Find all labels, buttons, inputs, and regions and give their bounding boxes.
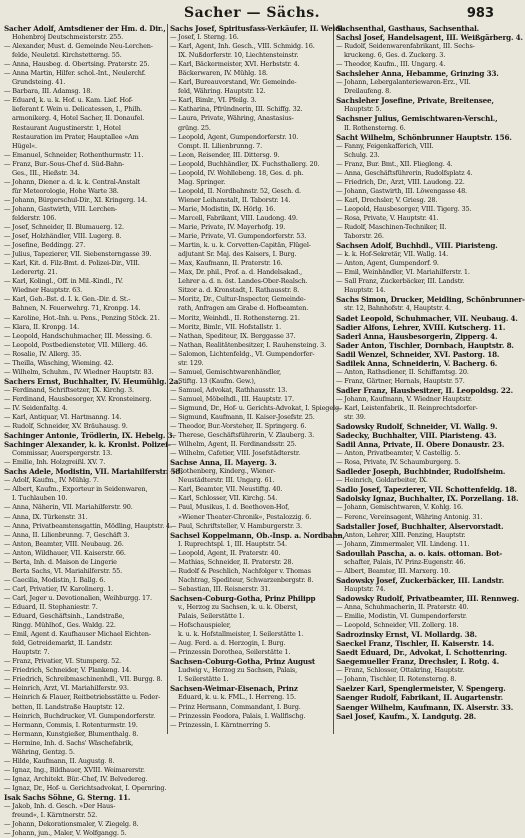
directory-entry: — Franz, Gärtner, Hernals, Hauptstr. 57. <box>336 376 465 385</box>
directory-entry: II. Rothensterng. 6. <box>344 123 406 132</box>
directory-entry: Sadecky, Buchhalter, VIII. Piaristeng. 43. <box>336 431 497 441</box>
directory-entry: — Heinrich, Arzt, VI. Mariahilferstr. 93. <box>4 684 129 693</box>
directory-entry: — Aug. Ferd. a. d. Herzogin, I. Burg. <box>170 639 286 648</box>
directory-entry: »Wiener Theater-Chronik«, Pestalozzig. 6. <box>178 512 312 521</box>
directory-entry: — Therese, Geschäftsführerin, V. Zlauberg. 3. <box>170 431 315 440</box>
directory-entry: — Eduard, II. Stephaniestr. 7. <box>4 603 98 611</box>
directory-entry: Mag. Springer. <box>178 177 226 186</box>
directory-entry: felde, Neuletzl. Kirchstetterng. 55. <box>12 51 122 60</box>
directory-entry: — Mathias, Schneider, II. Praterstr. 28. <box>170 557 294 566</box>
directory-entry: — Martin, k. u. k. Corvetten-Capitän, Flügel- <box>170 241 311 250</box>
directory-entry: — Paul, Schriftsteller, V. Hamburgerstr. 3. <box>170 521 302 530</box>
directory-entry: — Leopold, Handschuhmacher, III. Messing. 6. <box>4 331 152 340</box>
directory-entry: Ges., III., Hießstr. 34. <box>12 168 80 177</box>
directory-entry: Sadowsky Josef, Zuckerbäcker, III. Landstr. <box>336 575 504 585</box>
directory-entry: I. Seilerstätte 1. <box>178 675 229 684</box>
directory-entry: Sachinger Alexander, k. k. Kronlst. Polizei- <box>4 440 171 450</box>
directory-entry: Berta Sachs, VI. Mariahilferstr. 55. <box>12 566 123 575</box>
directory-entry: Wiener Leihanstalt, II. Taborstr. 14. <box>178 195 291 204</box>
directory-entry: — Anna, IX. Türkenstr. 31. <box>4 512 88 521</box>
directory-entry: feld, Währing. Hauptstr. 12. <box>178 87 266 96</box>
directory-entry: — Johann, Gemischtwaren, V. Kohlg. 16. <box>336 503 463 512</box>
directory-entry: — k. k. Hof-Sekretär, VII. Wallg. 14. <box>336 250 449 259</box>
directory-entry: — Hofschauspieler, <box>170 621 231 630</box>
directory-entry: Hügel«. <box>12 141 37 150</box>
directory-entry: lieferant f. Wein u. Delicatessen, I., Philh. <box>12 105 143 114</box>
directory-entry: Sadilek Anna, Schneiderin, V. Bacherg. 6. <box>336 358 498 368</box>
directory-entry: Sachsen-Coburg-Gotha, Prinz Philipp <box>170 593 316 603</box>
directory-entry: Commissar, Auerspergerstr. 13. <box>12 449 113 458</box>
directory-entry: — Rudolf, Schneider, XV. Bräuhausg. 9. <box>4 422 128 431</box>
directory-entry: schafter, Palais, IV. Prinz-Eugenstr. 46. <box>344 557 466 566</box>
directory-entry: — Emil, Weinhändler, VI. Mariahilferstr. 1. <box>336 268 470 277</box>
directory-entry: — Salomon, Lichtenfeldg., VI. Gumpendorfer- <box>170 349 315 358</box>
directory-entry: Hauptstr. 74. <box>344 584 386 593</box>
directory-entry: — Leopold, Hausbesorger, VIII. Tigerg. 35. <box>336 204 472 213</box>
directory-entry: — Samuel, Advokat, Rathhausstr. 13. <box>170 385 288 394</box>
directory-entry: — IV. Seidenfaltg. 4. <box>4 403 68 412</box>
directory-entry: k. u. k. Hofstallmeister, I. Seilerstätte 1. <box>178 630 304 639</box>
directory-entry: — Anton, Lehrer, XIII. Penzing, Hauptstr. <box>336 530 466 539</box>
directory-entry: — Johann, Dekorationsmaler, V. Ziegelg. 8. <box>4 820 139 829</box>
directory-entry: — Prinzessin, I. Kärntnerring 5. <box>170 720 271 729</box>
directory-entry: — Fanny, Feigenkafferich, VIII. <box>336 141 434 150</box>
directory-entry: Sadowsky Rudolf, Privatbeamter, III. Rennweg. <box>336 593 519 603</box>
directory-entry: IX. Nußdorferstr. 10, Liechtensteinstr. <box>178 51 299 60</box>
directory-entry: — Anna, Geschäftsführerin, Rudolfsplatz 4. <box>336 168 473 177</box>
directory-entry: Sachsl Josef, Handelsagent, III. Weißgärberg. 4. <box>336 33 523 43</box>
directory-entry: Nachtrag, Spediteur, Schwarzenbergstr. 8. <box>178 575 314 584</box>
directory-entry: — Heinrich, Buchdrucker, VI. Gumpendorferstr. <box>4 711 156 720</box>
directory-entry: — Sigmund, Kaufmann, II. Kaiser-Josefstr. 25. <box>170 413 315 422</box>
directory-entry: — Julius, Tapezierer, VII. Siebensterngasse 39. <box>4 250 152 259</box>
directory-entry: str. 12, Bahnhofstr. 4, Hauptstr. 4. <box>344 304 451 313</box>
directory-entry: — Johann, Gastwirth, VIII. Lerchen- <box>4 204 117 213</box>
directory-entry: Sacht Wilhelm, Schönbrunner Hauptstr. 156. <box>336 132 512 142</box>
directory-entry: — Rothenberg, Kinderg., Wiener- <box>170 467 276 476</box>
directory-entry: — Josef, Schneider, II. Blumauerg. 12. <box>4 223 124 232</box>
directory-entry: str. 129. <box>178 358 204 367</box>
directory-entry: feld, Getreidemarkt, II. Landstr. <box>12 639 113 648</box>
directory-entry: Sachsenthal, Gasthaus, Sachsenthal. <box>336 24 480 33</box>
directory-entry: Sachse Anna, II. Mayerg. 3. <box>170 458 277 468</box>
directory-entry: — Karl, Schlosser, VII. Kirchg. 54. <box>170 494 278 503</box>
directory-entry: adjutant Sr. Maj. des Kaisers, I. Burg. <box>178 250 297 259</box>
directory-entry: — Ignaz, Dr., Hof- u. Gerichtsadvokat, I. Opernring. <box>4 783 167 792</box>
directory-entry: Hauptstr. 5. <box>344 105 382 114</box>
directory-entry: — Leopold, Agent, Gumpendorferstr. 10. <box>170 132 299 141</box>
directory-entry: felderstr. 106. <box>12 213 57 222</box>
page-title: Sacher — Sächs. <box>183 5 321 21</box>
directory-entry: — Rosa, Private, IV. Schaumburgerg. 5. <box>336 458 461 467</box>
directory-entry: — Marie, Private, IV. Mayerhofg. 19. <box>170 223 286 232</box>
directory-entry: Sadlo Josef, Tapezierer, VII. Schottenfeldg. 18. <box>336 485 517 495</box>
directory-entry: — Franz, Schlosser, Ottakring, Hauptstr. <box>336 666 465 675</box>
directory-entry: Sachsen-Weimar-Eisenach, Prinz <box>170 684 298 694</box>
directory-entry: Sadstaller Josef, Buchhalter, Alservorstadt. <box>336 521 504 531</box>
directory-entry: — Karl, Antiquar, VI. Hartmanng. 14. <box>4 413 122 422</box>
directory-entry: — Anton, Beamter, VIII. Neubaug. 26. <box>4 539 124 548</box>
column-divider <box>333 24 334 734</box>
directory-entry: — Franz, Privatier, VI. Stumperg. 52. <box>4 657 121 666</box>
directory-entry: — Nathan, Realitätenbesitzer, I. Rauhensteing. 3. <box>170 340 327 349</box>
directory-entry: — Johann, Diener a. d. k. k. Central-Anstalt <box>4 177 141 186</box>
directory-entry: — Anna, Hausbeg. d. Obertsing. Praterstr. 25. <box>4 60 150 69</box>
directory-entry: Sader Anton, Tischler, Dornbach, Hauptstr. 8. <box>336 340 514 350</box>
directory-entry: — Emil, Agent d. Kaufhauser Michael Eichten- <box>4 630 151 639</box>
directory-entry: — Anna, Privatbeamtensgattin, Mödling, Hauptstr. 4. <box>4 521 172 530</box>
directory-entry: — Albert, Beamter, III. Marxerg. 10. <box>336 566 451 575</box>
directory-entry: — Emilie, Modistin, VI. Gumpendorferstr. <box>336 612 467 621</box>
directory-entry: — Johann, Zimmermaler, VII. Lindeng. 11. <box>336 539 470 548</box>
directory-entry: Sachsen-Coburg-Gotha, Prinz August <box>170 657 316 667</box>
directory-entry: Saenger Wilhelm, Kaufmann, IX. Alserstr. 33. <box>336 702 514 712</box>
directory-entry: freund«, I. Kärntnerstr. 52. <box>12 811 98 820</box>
directory-entry: — Hermine, Inh. d. Sachs' Wäschefabrik, <box>4 738 134 747</box>
directory-entry: — Rosalie, IV. Allerg. 35. <box>4 349 82 358</box>
directory-entry: — Karl, Kit. d. Filz-Bmt. d. Polizei-Dir., VIII. <box>4 259 140 268</box>
directory-entry: — Prinzessin Dorothea, Seilerstätte 1. <box>170 648 291 657</box>
directory-entry: — Jakob, Inh. d. Gesch. »Der Haus- <box>4 802 116 811</box>
directory-entry: — Alexander, Must. d. Gemeinde Neu-Lerchen- <box>4 42 153 51</box>
directory-entry: Restauration im Prater, Hauptallee »Am <box>12 132 139 141</box>
directory-entry: I. Tuchlauben 10. <box>12 494 68 503</box>
directory-entry: Taborstr. 26. <box>344 232 384 241</box>
directory-entry: — Theodor, Kaufm., III. Ungarg. 4. <box>336 60 446 69</box>
directory-entry: Sadowsky Rudolf, Schneider, VI. Wallg. 9. <box>336 422 498 432</box>
directory-entry: — Leopold, Buchhändler, IX. Fuchsthallerg. 20. <box>170 159 320 168</box>
directory-entry: Dreilaufeng. 8. <box>344 87 392 96</box>
directory-entry: Restaurant Augustinerstr. 1, Hotel <box>12 123 121 132</box>
directory-entry: — Anton, Rathsdiener, II. Schiffamtsg. 20. <box>336 367 469 376</box>
directory-entry: — Leopold, Agent, II. Praterstr. 40. <box>170 548 281 557</box>
directory-entry: Ringg. Mühlhof., Ges. Waldg. 22. <box>12 621 116 630</box>
directory-entry: — Ferenc, Vereinsagent, Währing Antonig. 31. <box>336 512 483 521</box>
directory-entry: — Johann, Kaufmann, V. Wiedner Hauptstr. <box>336 394 472 403</box>
directory-entry: — Theodor, Bur.-Vorsteher, II. Springerg. 6. <box>170 422 307 431</box>
directory-entry: — Friedrich, Schneider, V. Plankeng. 14. <box>4 666 132 675</box>
directory-entry: — Ferdinand, Schriftsetzer, IX. Kirchg. 3. <box>4 385 134 394</box>
directory-entry: Sadolsky Ignaz, Buchhalter, IX. Porzellang. 18. <box>336 494 519 504</box>
directory-entry: Sachsleher Anna, Hebamme, Grinzing 33. <box>336 69 499 79</box>
directory-entry: Sadier Alfons, Lehrer, XVIII. Kutscherg. 11. <box>336 322 506 332</box>
directory-entry: — Berta, Inh. d. Maison de Lingerie <box>4 557 117 566</box>
directory-entry: — Anton, Wildhauer, VII. Kaiserstr. 66. <box>4 548 126 557</box>
directory-entry: Bäckerwaren, IV. Mühlg. 18. <box>178 69 268 78</box>
directory-entry: Hauptstr. 14. <box>344 286 386 295</box>
directory-entry: Ludwig v., Herzog zu Sachsen, Palais, <box>178 666 297 675</box>
directory-entry: — Leopold, IV. Wohllebeng. 18, Ges. d. ph. <box>170 168 304 177</box>
directory-entry: — Anna, Schuhmacherin, II. Praterstr. 40. <box>336 603 469 611</box>
directory-entry: — Hermann, Commis, I. Rotenturmstr. 19. <box>4 720 138 729</box>
directory-entry: kruckeng. 6, Ges. d. Zuckerg. 3. <box>344 51 446 60</box>
directory-entry: — Hilde, Kaufmann, II. Augustg. 8. <box>4 756 115 765</box>
directory-entry: Lehrer a. d. n. öst. Landes-Ober-Realsch. <box>178 277 308 286</box>
directory-entry: Hauptstr. 7. <box>12 648 50 657</box>
directory-entry: — Heinrich & Flauer, Reitbetriebsstätte u. Feder- <box>4 693 161 702</box>
directory-entry: — Klara, II. Kronpg. 14. <box>4 322 80 331</box>
directory-entry: — Carl, Privatier, IV. Karolinerg. 1. <box>4 584 114 593</box>
directory-entry: — Franz, Bur.-Sous-Chef d. Süd-Bahn- <box>4 159 125 168</box>
directory-entry: — Moritz, Bimlr., VII. Hofstallstr. 1. <box>170 322 282 331</box>
directory-entry: — Sall Franz, Zuckerbäcker, III. Landstr. <box>336 277 465 286</box>
directory-entry: Sacher Adolf, Amtsdiener der Hm. d. Dir., <box>4 24 166 33</box>
directory-entry: Sadleder Joseph, Buchbinder, Rudolfsheim. <box>336 467 506 477</box>
directory-entry: — Wilhelm, Agent, II. Ferdinandsstr. 25. <box>170 440 297 449</box>
directory-entry: Saedt Eduard, Dr., Advokat, I. Schottenring. <box>336 648 507 658</box>
directory-entry: — Leon, Reisender, III. Dittersg. 9. <box>170 150 280 159</box>
directory-entry: — Marie, Private, VI. Gumpendorferstr. 53. <box>170 232 307 241</box>
directory-entry: — Leopold, II. Nordbahnstr. 52, Gesch. d. <box>170 186 301 195</box>
directory-entry: — Leopold, Postbediensteter, VII. Millerg. 46. <box>4 340 148 349</box>
directory-entry: — Barbara, III. Adamsg. 18. <box>4 87 93 96</box>
directory-entry: — Eduard, k. u. k. Hof. u. Kam. Lief. Hof- <box>4 96 133 105</box>
directory-entry: Stiftg. 13 (Kaufm. Gew.), <box>178 376 256 385</box>
directory-entry: — Sebastian, III. Reisnerstr. 31. <box>170 584 271 593</box>
directory-entry: — Samuel, Gemischtwarenhändler, <box>170 367 282 376</box>
directory-entry: Palais, Seilerstätte 1. <box>178 612 245 621</box>
directory-entry: — Moritz, Weinhdl., II. Rothensterng. 21. <box>170 313 300 322</box>
directory-entry: — Hermann, Kunstgießer, Blumenthalg. 8. <box>4 729 139 738</box>
directory-entry: Grundsteing. 41. <box>12 78 66 87</box>
directory-entry: — Anton, Privatbeamter, V. Castellig. 5. <box>336 449 461 458</box>
directory-entry: — Ignaz, Ing., Bildhauer, XVIII. Weimarerstr. <box>4 765 145 774</box>
directory-entry: — Carl, Jeger u. Devotionalien, Weihburgg. 17. <box>4 593 152 602</box>
directory-entry: Lederertg. 21. <box>12 268 58 277</box>
directory-entry: — Max, Dr. phil., Prof. a. d. Handelsakad., <box>170 268 303 277</box>
directory-entry: — Johann, Bürgerschul-Dir., XI. Kringerg. 14. <box>4 195 147 204</box>
directory-entry: Compt. II. Lilienbrunng. 7. <box>178 141 263 150</box>
directory-entry: Sachinger Antonie, Trödlerin, IX. Hebelg. 3. <box>4 431 175 441</box>
directory-entry: Sadil Wenzel, Schneider, XVI. Pastorg. 18. <box>336 349 500 359</box>
directory-entry: — Paul, Musikus, I. d. Beethoven-Hof, <box>170 503 290 512</box>
directory-entry: — Caecilia, Modistin, I. Ballg. 6. <box>4 575 106 584</box>
directory-entry: grüng. 25. <box>178 123 211 132</box>
directory-entry: Saelzer Karl, Spenglermeister, V. Spengerg. <box>336 684 506 694</box>
directory-entry: — Anna, II. Lilienbrunng. 7, Geschäft 3. <box>4 530 130 539</box>
directory-entry: Sadil Anna, Private, II. Obere Donaustr. 23. <box>336 440 505 450</box>
directory-entry: Sadoullah Pascha, a. o. kais. ottoman. Bot- <box>336 548 503 558</box>
directory-entry: — Franz, Bur. Bmt., XII. Fliegleng. 4. <box>336 159 453 168</box>
directory-entry: — Eduard, Geschäftsinh., Landstraße, <box>4 612 125 621</box>
directory-entry: — Ferdinand, Hausbesorger, XV. Kronsteinerg. <box>4 394 152 403</box>
directory-entry: betten, II. Landstraße Hauptstr. 12. <box>12 702 125 711</box>
directory-entry: — Marie, Modistin, IX. Hörlg. 16. <box>170 204 276 213</box>
directory-entry: Sitzor a. d. Kronstadt, I. Rathausstr. 8. <box>178 286 300 295</box>
directory-entry: — Ignaz, Architekt. Bür.-Chef, IV. Belvedereg. <box>4 774 148 783</box>
directory-entry: Schulg. 23. <box>344 150 380 159</box>
directory-entry: Wiedner Hauptstr. 63. <box>12 286 83 295</box>
directory-entry: — Josef, I. Sterng. 16. <box>170 33 239 42</box>
directory-entry: — Albert, Kaufm., Exporteur in Seidenwaren, <box>4 485 148 494</box>
directory-entry: — Karl, Geh.-Bst. d. I. k. Gen.-Dir. d. St.- <box>4 295 131 304</box>
directory-entry: — Prinz Hermann, Commandant, I. Burg. <box>170 702 301 711</box>
directory-entry: — Rudolf, Maschinen-Techniker, II. <box>336 223 447 232</box>
directory-entry: — Emilie, Inh. Holzgreißl. XV. 7. <box>4 458 106 467</box>
directory-entry: — Max, Kaufmann, II. Praterstr. 16. <box>170 259 283 268</box>
directory-entry: Bahnen, N. Feuerwehrg. 71, Kronpg. 14. <box>12 304 141 313</box>
directory-entry: — Friedrich, Schreibmaschinenhdl., VII. Burgg. 8. <box>4 675 163 684</box>
directory-entry: Währing, Gentzg. 5. <box>12 747 75 756</box>
directory-entry: — Leopold, Schneider, VII. Zollerg. 18. <box>336 621 459 630</box>
directory-entry: — Karl, Kolingl., Off. in Mil.-Kindl., IV. <box>4 277 123 286</box>
directory-entry: Sael Josef, Kaufm., X. Landgutg. 28. <box>336 711 476 721</box>
directory-entry: Sachsen Adolf, Buchhdl., VIII. Piaristeng. <box>336 241 498 251</box>
directory-entry: Sadler Franz, Hausbesitzer, II. Leopoldsg. 22. <box>336 385 513 395</box>
directory-entry: — Anna, Näherin, VII. Mariahilferstr. 90. <box>4 503 133 512</box>
directory-entry: — Johann, Tischler, II. Rotensterng. 8. <box>336 675 457 684</box>
directory-entry: I. Ruprechtspl. 1, III. Hauptstr. 54. <box>178 539 287 548</box>
directory-entry: — Johann, Gastwirth, III. Löwengasse 48. <box>336 186 467 195</box>
directory-entry: — Katharina, Pfründnerin, III. Schiffg. 32. <box>170 105 303 114</box>
directory-entry: — Laura, Private, Währing, Anastasius- <box>170 114 294 123</box>
page-header <box>0 4 504 22</box>
directory-entry: Hohenbroj Deutschmeisterstr. 255. <box>12 33 124 42</box>
directory-entry: — Johann, jun., Maler, V. Wolfgangg. 5. <box>4 829 127 838</box>
directory-entry: Sadet Leopold, Schuhmacher, VII. Neubaug. 4. <box>336 313 518 323</box>
directory-entry: — Josefine, Beddingg. 27. <box>4 241 86 250</box>
directory-entry: — Theilla, Wäsching, Wieming. 42. <box>4 358 114 367</box>
directory-entry: — Karl, Bureauvorstand, Wr. Gemeinde- <box>170 78 297 87</box>
directory-entry: — Prinzessin Feodora, Palais, I. Wallfischg. <box>170 711 306 720</box>
directory-entry: für Meteorologie, Hohe Warte 38. <box>12 186 119 195</box>
directory-entry: — Karoline, Hot.-Inh. u. Pens., Penzing Stöck. 21. <box>4 313 160 322</box>
directory-entry: — Moritz, Dr., Cultur-Inspector, Gemeinde- <box>170 295 306 304</box>
directory-entry: — Karl, Beamter, VII. Neustiftg. 40. <box>170 485 283 494</box>
directory-entry: — Anna Martin, Hilfer. schol.-Int., Neulerchf. <box>4 69 146 78</box>
directory-entry: — Karl, Agent, Inh. Gesch., VIII. Schmidg. 16. <box>170 42 315 51</box>
directory-entry: — Wilhelm, Schuhm., IV. Wiedner Hauptstr. 83. <box>4 367 154 376</box>
directory-entry: — Samuel, Möbelhdl., III. Hauptstr. 17. <box>170 394 294 403</box>
directory-entry: armonikerg. 4, Hotel Sacher, II. Donaufel. <box>12 114 145 123</box>
directory-entry: Sachsel Koppelmann, Ob.-Insp. a. Nordbahn, <box>170 530 345 540</box>
directory-entry: Isak Sachs Söhne, G. Sterng. 11. <box>4 792 131 802</box>
directory-entry: Saderl Anna, Hausbesorgerin, Zipperg. 4. <box>336 331 498 341</box>
column-1 <box>4 24 183 838</box>
directory-entry: str. 39. <box>344 413 366 422</box>
directory-entry: Neustädterstr. III. Ungarg. 61. <box>178 476 275 485</box>
directory-entry: Sachsner Julius, Gemischtwaren-Verschl., <box>336 114 498 124</box>
directory-entry: — Wilhelm, Cafetier, VIII. Josefstädterstr. <box>170 449 301 458</box>
directory-entry: — Adolf, Kaufm., IV. Mühlg. 7. <box>4 476 99 485</box>
directory-entry: Sachers Ernst, Buchhalter, IV. Heumühlg. 2a. <box>4 376 181 386</box>
directory-entry: v., Herzog zu Sachsen, k. u. k. Oberst, <box>178 603 298 611</box>
directory-entry: — Rudolf & Peschlich, Nachfolger v. Thomas <box>170 566 311 575</box>
directory-entry: — Josef, Holzhändler, VIII. Lugerg. 8. <box>4 232 122 241</box>
directory-entry: — Anton, Agent, Gumpendorf. 9. <box>336 259 439 268</box>
directory-entry: Sadrozinsky Ernst, VI. Mollardg. 38. <box>336 630 477 640</box>
directory-entry: Saenger Rudolf, Fabrikant, II. Augartenstr. <box>336 693 503 703</box>
directory-entry: — Johann, Lebergalanteriewaren-Erz., VII. <box>336 78 471 87</box>
directory-entry: Saegemueller Franz, Drechsler, I. Rotg. 4. <box>336 657 499 667</box>
directory-entry: Sachsleher Josefine, Private, Breitensee, <box>336 96 494 106</box>
directory-entry: — Karl, Bimlr., VI. Pfeilg. 3. <box>170 96 257 105</box>
directory-entry: — Rosa, Private, V. Hauptstr. 41. <box>336 213 439 222</box>
directory-entry: Sachs Adele, Modistin, VII. Mariahilferstr. 58. <box>4 467 183 477</box>
directory-entry: — Rudolf, Seidenwarenfabrikant, III. Sechs- <box>336 42 475 51</box>
column-3 <box>336 24 525 736</box>
page-number: 983 <box>466 6 494 21</box>
directory-entry: — Friedrich, Dr., Arzt, VIII. Laudong. 22. <box>336 177 465 186</box>
directory-entry: Sachs Josef, Spiritusfass-Verkäufer, II. Weidl. <box>170 24 345 33</box>
column-2 <box>170 24 345 736</box>
directory-entry: Eduard, k. u. k. FML., I. Herreng. 15. <box>178 693 296 702</box>
directory-entry: — Sigmund, Dr., Hof- u. Gerichts-Advokat, I. Spiegelg. <box>170 403 341 412</box>
directory-entry: Saeckel Franz, Tischler, II. Kaiserstr. 14. <box>336 639 494 649</box>
directory-entry: — Karl, Bäckermeister, XVI. Herbststr. 4. <box>170 60 300 69</box>
directory-entry: — Emanuel, Schneider, Rothenthurmstr. 11. <box>4 150 144 159</box>
directory-entry: Sachs Simon, Drucker, Meidling, Schönbrunner- <box>336 295 525 305</box>
directory-entry: rath, Anfragen am Grabe d. Hofbeamten. <box>178 304 309 313</box>
directory-entry: — Nathan, Spediteur, IX. Berggasse 37. <box>170 331 296 340</box>
directory-entry: — Marcell, Fabrikant, VIII. Laudong. 49. <box>170 213 298 222</box>
directory-entry: — Heinrich, Goldarbeiter, IX. <box>336 476 428 485</box>
directory-entry: — Karl, Leistenfabrik., II. Reinprechtsdorfer- <box>336 403 478 412</box>
directory-entry: — Karl, Drechsler, V. Griesg. 28. <box>336 195 438 204</box>
